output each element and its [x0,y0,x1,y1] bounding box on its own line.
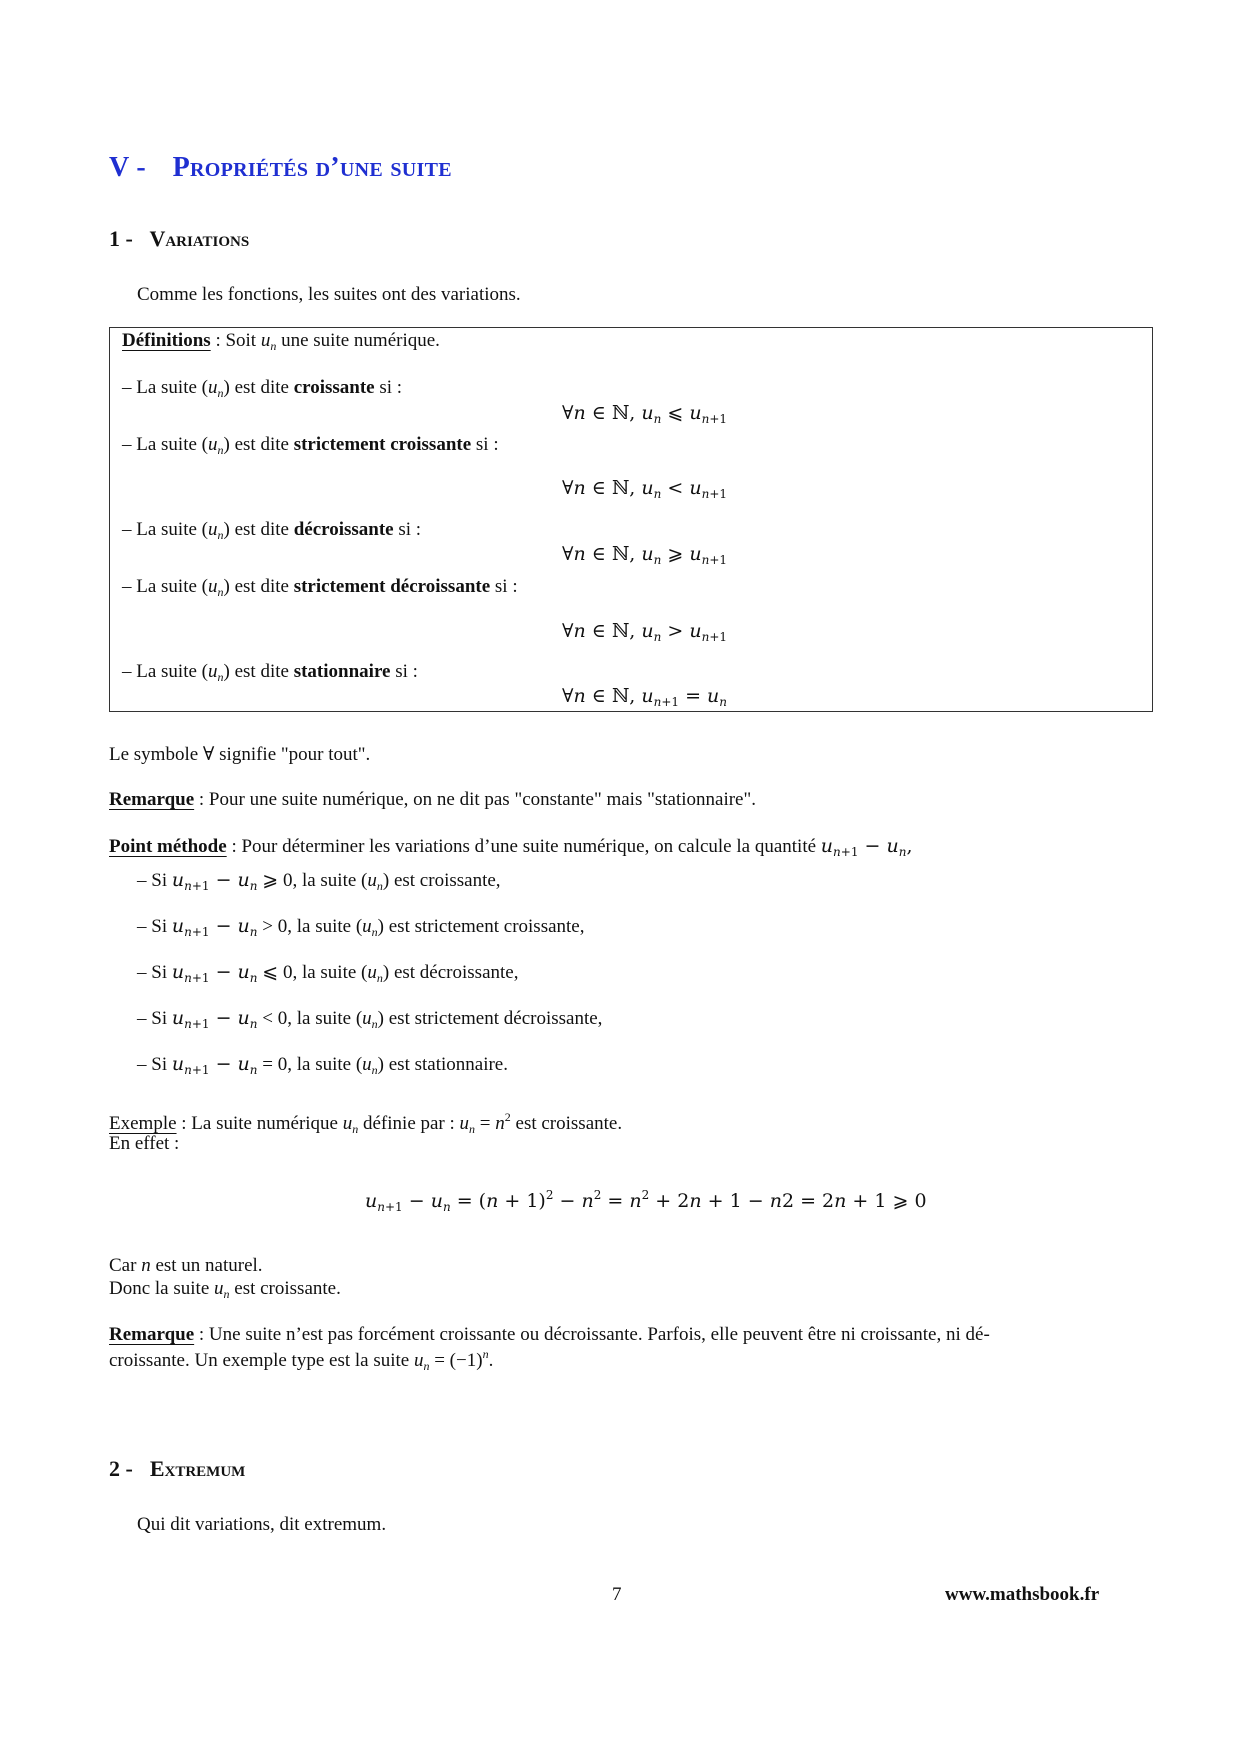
method-cmp: < 0, la suite ( [257,1008,363,1029]
def-suffix: si : [393,519,422,540]
method-cmp: > 0, la suite ( [257,916,363,937]
example-text: est croissante. [510,1113,623,1134]
example-text: est croissante. [229,1278,341,1299]
page-number: 7 [612,1584,622,1605]
definition-item [122,434,499,458]
def-mid: ) est dite [223,661,294,682]
method-end: ) est strictement décroissante, [377,1008,603,1029]
def-term: croissante [293,377,375,398]
example-lead: Exemple : La suite numérique $u_n$ définie par : $u_n = n^2$ est croissante. [109,1110,623,1136]
def-mid: ) est dite [223,576,294,597]
remark-2-line2: croissante. Un exemple type est la suite $u_n = (-1)^n$. [109,1347,494,1373]
definition-item [122,377,402,401]
definitions-lead-text: : Soit [210,330,261,351]
symbol-note: Le symbole ∀ signifie "pour tout". [109,744,371,765]
def-suffix: si : [490,576,518,597]
method-item: – Si $u_{n+1} - u_n > 0$, la suite $(u_n)$ est strictement croissante, [137,915,585,939]
def-prefix: – La suite ( [122,519,209,540]
method-end: ) est décroissante, [382,962,519,983]
def-term: strictement décroissante [293,576,491,597]
method-item: – Si $u_{n+1} - u_n < 0$, la suite $(u_n)$ est strictement décroissante, [137,1007,603,1031]
def-term: strictement croissante [293,434,472,455]
section-number: V - [109,152,146,183]
definition-formula: ∀n ∈ ℕ, $u_n$ ⩽ $u_{n+1}$ [562,402,728,426]
math-sub: n [217,670,224,684]
def-mid: ) est dite [223,377,294,398]
definition-formula: ∀n ∈ ℕ, $u_n > u_{n+1}$ [562,620,728,644]
definitions-label: Définitions [122,330,211,351]
def-suffix: si : [471,434,499,455]
remark-text: : Une suite n’est pas forcément croissante ou décroissante. Parfois, elle peuvent être ni croissante, ni dé- [194,1324,990,1345]
subsection-title-extremum [109,1456,245,1482]
definition-formula: ∀n ∈ ℕ, $u_n$ ⩾ $u_{n+1}$ [562,543,728,567]
math-sub: n [217,443,224,457]
remark-text: croissante. Un exemple type est la suite [109,1350,414,1371]
math-sub: n [270,339,277,353]
method-cmp: ⩾ 0, la suite ( [257,870,368,891]
definitions-lead [122,330,440,354]
definition-formula: ∀n ∈ ℕ, $u_n < u_{n+1}$ [562,477,728,501]
def-term: décroissante [293,519,394,540]
definition-formula: ∀n ∈ ℕ, $u_{n+1} = u_n$ [562,685,728,709]
remark-text: : Pour une suite numérique, on ne dit pas "constante" mais "stationnaire". [194,789,756,810]
subsection-number: 1 - [109,226,133,251]
method-lead: Point méthode : Pour déterminer les variations d’une suite numérique, on calcule la quantité $u_{n+1} - u_n$, [109,835,913,859]
method-label: Point méthode [109,836,227,857]
section-title [109,152,452,184]
math-var: u [208,377,218,398]
subsection-title-text: Extremum [149,1456,246,1481]
example-text: définie par : [358,1113,460,1134]
math-sub: n [217,386,224,400]
math-var: u [208,519,218,540]
def-prefix: – La suite ( [122,434,209,455]
example-text: Donc la suite [109,1278,215,1299]
example-text: : La suite numérique [176,1113,343,1134]
example-equation: $u_{n+1} - u_n = (n + 1)^2 - n^2 = n^2 + 2n + 1 - n2 = 2n + 1$ ⩾ 0 [365,1188,927,1214]
method-cmp: ⩽ 0, la suite ( [257,962,368,983]
def-prefix: – La suite ( [122,377,209,398]
remark-label: Remarque [109,1324,195,1345]
math-var: u [260,330,271,351]
remark-1 [109,789,756,811]
subsection-number: 2 - [109,1456,133,1481]
definition-item [122,576,518,600]
example-label: Exemple [109,1113,177,1134]
extremum-intro: Qui dit variations, dit extremum. [137,1514,387,1535]
remark-label: Remarque [109,789,195,810]
math-var: u [208,434,218,455]
def-suffix: si : [390,661,418,682]
math-sub: n [217,585,224,599]
remark-2 [109,1324,1129,1346]
example-donc: Donc la suite $u_n$ est croissante. [109,1278,341,1301]
def-prefix: – La suite ( [122,661,209,682]
subsection-title-variations [109,226,249,252]
math-var: u [208,661,218,682]
remark-text: . [488,1350,494,1371]
intro-text: Comme les fonctions, les suites ont des variations. [137,284,521,305]
method-item: – Si $u_{n+1} - u_n$ ⩽ 0, la suite $(u_n)$ est décroissante, [137,961,519,985]
definitions-lead-rest: une suite numérique. [276,330,440,351]
subsection-title-text: Variations [149,226,250,251]
def-mid: ) est dite [223,519,294,540]
math-var: u [208,576,218,597]
method-end: ) est croissante, [382,870,501,891]
site-url: www.mathsbook.fr [945,1584,1100,1605]
definition-item [122,661,418,685]
method-cmp: = 0, la suite ( [257,1054,363,1075]
example-en-effet: En effet : [109,1133,180,1154]
def-term: stationnaire [293,661,391,682]
def-mid: ) est dite [223,434,294,455]
def-prefix: – La suite ( [122,576,209,597]
definition-item [122,519,421,543]
example-car: Car n est un naturel. [109,1255,263,1276]
section-title-text: Propriétés d’une suite [172,152,452,183]
method-end: ) est strictement croissante, [377,916,585,937]
method-item: – Si $u_{n+1} - u_n$ ⩾ 0, la suite $(u_n)$ est croissante, [137,869,501,893]
def-suffix: si : [374,377,403,398]
method-end: ) est stationnaire. [377,1054,508,1075]
method-text: : Pour déterminer les variations d’une suite numérique, on calcule la quantité [226,836,821,857]
math-sub: n [217,528,224,542]
method-item: – Si $u_{n+1} - u_n = 0$, la suite $(u_n)$ est stationnaire. [137,1053,508,1077]
